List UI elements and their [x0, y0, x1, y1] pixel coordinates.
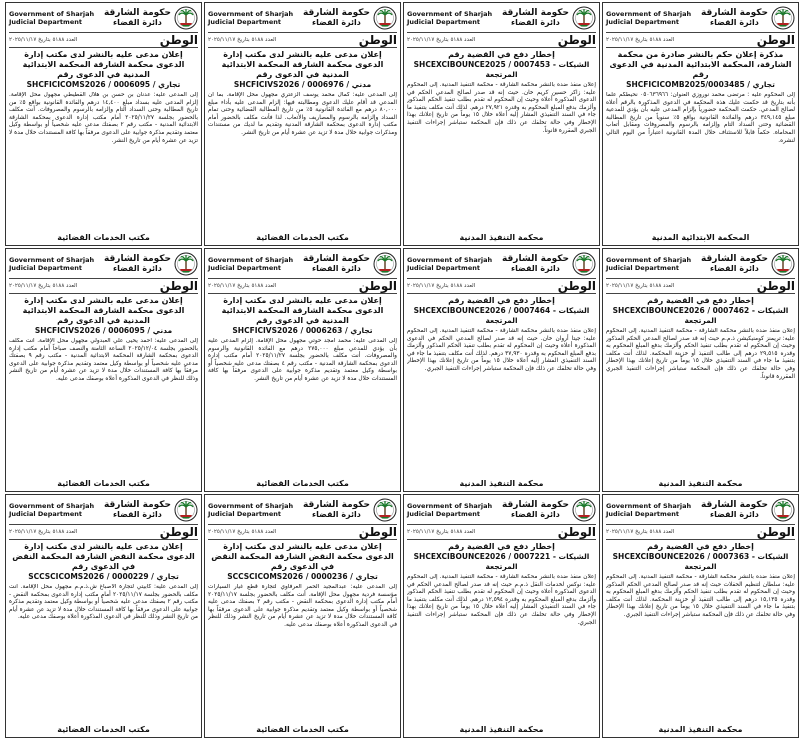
newspaper-name: الوطن [557, 32, 596, 47]
dept-en: Judicial Department [9, 264, 82, 272]
newspaper-name: الوطن [756, 278, 795, 293]
newspaper-bar [9, 278, 198, 294]
notice-body: إلى المدعى عليه: عدنان بن حسن بن هلال القطيطي مجهول محل الإقامة. إلزام المدعى عليه بسداد مبلغ ١٤,٤٠٠ درهم والفائدة القانونية بواقع ٥٪ من تاريخ المطالبة وحتى السداد التام وإلزامه بالرسوم والمصروفات. أنت مكلف بالحضور بجلسة ٢٠٢٥/١١/٢٧ أمام مكتب إدارة الدعوى بمحكمة الشارقة الابتدائية المدنية - مكتب رقم ٢ بصفتك مدعى عليه شخصياً أو بواسطة وكيل معتمد وتقديم مذكرة جوابية على الدعوى مرفقاً بها كافة المستندات خلال مدة لا تزيد عن عشرة أيام من تاريخ النشر. [9, 92, 198, 144]
dept-ar: دائرة القضاء [312, 264, 361, 273]
notice-title: إخطار دفع في القضية رقم [448, 296, 555, 305]
gov-en: Government of Sharjah [9, 502, 95, 510]
newspaper-name: الوطن [358, 32, 397, 47]
gov-en: Government of Sharjah [606, 10, 692, 18]
court-notice [403, 494, 600, 738]
header-arabic-text [303, 501, 370, 519]
issue-date: العدد ٥١٨٨ بتاريخ ٢٠٢٥/١١/١٧ [606, 37, 675, 43]
dept-en: Judicial Department [208, 18, 281, 26]
gov-en: Government of Sharjah [208, 10, 294, 18]
newspaper-name: الوطن [159, 524, 198, 539]
notice-header [208, 5, 397, 31]
sharjah-emblem-icon [174, 498, 198, 522]
dept-ar: دائرة القضاء [710, 18, 759, 27]
court-notice [5, 2, 202, 246]
notice-body: إعلان منفذ ضده بالنشر محكمة الشارقة - محكمة التنفيذ المدنية. إلى المحكوم عليه: نوكس لخدمات النقل ذ.م.م حيث إنه قد صدر لصالح المدعي الحكم في الدعوى المذكورة أعلاه وحيث إن المحكوم له تقدم بطلب تنفيذ الحكم المذكور وألزمك بدفع المبلغ المحكوم به وقدره ١٢,٥٩٤ درهم. لذلك أنت مكلف بتنفيذ ما جاء في السند التنفيذي المشار إليه أعلاه خلال ١٥ يوماً من تاريخ إعلانك بهذا الإخطار وفي حالة تخلفك عن ذلك فإن المحكمة ستباشر إجراءات التنفيذ الجبري. [407, 574, 596, 626]
notice-header [606, 497, 795, 523]
sharjah-emblem-icon [174, 252, 198, 276]
case-number: SHCEXCIBOUNCE2026 / 0007464 - الشيكات المرتجعة [413, 306, 590, 325]
notice-body: إلى المدعى عليه: كمال محمد يوسف الزعتري مجهول محل الإقامة. بما أن المدعي قد أقام عليك الدعوى ومطالبته فيها: إلزام المدعى عليه بأداء مبلغ ٨٠,٠٠٠ درهم مع الفائدة القانونية ٥٪ من تاريخ المطالبة القضائية وحتى تمام السداد وإلزامه بالرسوم والمصاريف والأتعاب. لذا فأنت مكلف بالحضور أمام مكتب إدارة الدعوى بمحكمة الشارقة المدنية وتقديم ما لديك من مستندات ومذكرات جوابية خلال مدة لا تزيد عن عشرة أيام من تاريخ النشر. [208, 92, 397, 136]
court-notice [602, 2, 799, 246]
header-arabic [104, 498, 198, 522]
notice-footer: محكمة التنفيذ المدنية [459, 233, 544, 242]
court-notice [403, 2, 600, 246]
notice-title: إخطار دفع في القضية رقم [448, 50, 555, 59]
notice-body: إعلان منفذ ضده بالنشر محكمة الشارقة - محكمة التنفيذ المدنية. إلى المحكوم عليه: جيتا أروان خان. حيث إنه قد صدر لصالح المدعي الحكم في الدعوى المذكورة أعلاه وحيث إن المحكوم له تقدم بطلب تنفيذ الحكم المذكور وألزمك بدفع المبلغ المحكوم به وقدره ٣٧,٩٣٠ درهم. لذلك أنت مكلف بتنفيذ ما جاء في السند التنفيذي المشار إليه أعلاه خلال ١٥ يوماً من تاريخ إعلانك بهذا الإخطار وفي حالة تخلفك عن ذلك فإن المحكمة ستباشر إجراءات التنفيذ الجبري. [407, 328, 596, 372]
newspaper-bar [407, 524, 596, 540]
notice-header [9, 497, 198, 523]
issue-date: العدد ٥١٨٨ بتاريخ ٢٠٢٥/١١/١٧ [208, 529, 277, 535]
notice-footer: مكتب الخدمات القضائية [57, 479, 150, 488]
newspaper-bar [407, 278, 596, 294]
header-arabic-text [502, 9, 569, 27]
issue-date: العدد ٥١٨٨ بتاريخ ٢٠٢٥/١١/١٧ [9, 283, 78, 289]
header-english [9, 502, 94, 518]
notice-footer: مكتب الخدمات القضائية [256, 479, 349, 488]
notice-title: إخطار دفع في القضية رقم [647, 542, 754, 551]
newspaper-bar [9, 32, 198, 48]
dept-ar: دائرة القضاء [710, 510, 759, 519]
dept-en: Judicial Department [9, 510, 82, 518]
header-arabic-text [502, 501, 569, 519]
notice-footer: المحكمة الابتدائية المدنية [651, 233, 750, 242]
issue-date: العدد ٥١٨٨ بتاريخ ٢٠٢٥/١١/١٧ [606, 283, 675, 289]
case-number: SHCEXCIBOUNCE2026 / 0007462 - الشيكات المرتجعة [612, 306, 789, 325]
gov-ar: حكومة الشارقة [302, 254, 370, 264]
dept-en: Judicial Department [606, 264, 679, 272]
dept-en: Judicial Department [606, 510, 679, 518]
dept-en: Judicial Department [606, 18, 679, 26]
case-number: SHCFICIVS2026 / 0006095 / مدني [34, 326, 173, 335]
newspaper-name: الوطن [756, 32, 795, 47]
gov-en: Government of Sharjah [208, 502, 294, 510]
newspaper-name: الوطن [159, 32, 198, 47]
dept-en: Judicial Department [208, 264, 281, 272]
notice-header [9, 251, 198, 277]
gov-ar: حكومة الشارقة [501, 254, 569, 264]
sharjah-emblem-icon [373, 498, 397, 522]
gov-en: Government of Sharjah [407, 10, 493, 18]
case-number: SCCSCICOMS2026 / 0000229 / تجاري [28, 572, 179, 581]
notice-header [606, 251, 795, 277]
header-english [208, 502, 293, 518]
header-english [9, 10, 94, 26]
newspaper-name: الوطن [358, 278, 397, 293]
dept-ar: دائرة القضاء [511, 264, 560, 273]
case-number: SHCFICICOMS2026 / 0006095 / تجاري [26, 80, 181, 89]
notice-footer: مكتب الخدمات القضائية [57, 233, 150, 242]
newspaper-bar [208, 524, 397, 540]
newspaper-bar [208, 32, 397, 48]
header-arabic-text [701, 255, 768, 273]
newspaper-name: الوطن [756, 524, 795, 539]
notice-footer: مكتب الخدمات القضائية [57, 725, 150, 734]
header-arabic [104, 6, 198, 30]
newspaper-bar [606, 32, 795, 48]
court-notice [403, 248, 600, 492]
gov-en: Government of Sharjah [606, 256, 692, 264]
header-arabic-text [701, 9, 768, 27]
newspaper-bar [407, 32, 596, 48]
sharjah-emblem-icon [373, 252, 397, 276]
header-arabic-text [701, 501, 768, 519]
header-arabic [502, 252, 596, 276]
header-english [407, 256, 492, 272]
header-arabic [701, 252, 795, 276]
notice-title: إخطار دفع في القضية رقم [448, 542, 555, 551]
notice-header [208, 497, 397, 523]
issue-date: العدد ٥١٨٨ بتاريخ ٢٠٢٥/١١/١٧ [9, 529, 78, 535]
header-english [208, 256, 293, 272]
header-arabic [701, 498, 795, 522]
newspaper-bar [606, 278, 795, 294]
notice-title: إعلان مدعى عليه بالنشر لدى مكتب إدارة الدعوى محكمة النقض الشارقة المحكمة النقض في الدعوى رقم [12, 542, 195, 571]
newspaper-bar [208, 278, 397, 294]
issue-date: العدد ٥١٨٨ بتاريخ ٢٠٢٥/١١/١٧ [606, 529, 675, 535]
newspaper-name: الوطن [557, 278, 596, 293]
dept-ar: دائرة القضاء [511, 18, 560, 27]
gov-ar: حكومة الشارقة [700, 254, 768, 264]
gov-ar: حكومة الشارقة [501, 8, 569, 18]
notice-body: إعلان منفذ ضده بالنشر محكمة الشارقة - محكمة التنفيذ المدنية. إلى المحكوم عليه: تريمنز كومنيكيشن ذ.م.م حيث إنه قد صدر لصالح المدعي الحكم المذكور وحيث إن المحكوم له تقدم بطلب تنفيذ الحكم وألزمك بدفع المبلغ المحكوم به وقدره ٢٩,٥١٥ درهم إلى طالب التنفيذ أو خزينة المحكمة. لذلك أنت مكلف بتنفيذ ما جاء في السند التنفيذي خلال ١٥ يوماً من تاريخ إعلانك بهذا الإخطار وفي حالة تخلفك عن ذلك فإن المحكمة ستباشر إجراءات التنفيذ الجبري المقررة قانوناً. [606, 328, 795, 380]
case-number: SHCFICICOMB2025/0003485 / تجاري [626, 80, 775, 89]
header-arabic [502, 498, 596, 522]
notice-body: إلى المدعى عليه: أحمد يحيى علي العبدولي مجهول محل الإقامة. أنت مكلف بالحضور بجلسة ٢٠٢٥/١٢/٠٤ الساعة الثامنة والنصف صباحاً أمام مكتب إدارة الدعوى بمحكمة الشارقة المحكمة الابتدائية المدنية - مكتب رقم ٩ بصفتك مدعى عليه شخصياً أو بواسطة وكيل معتمد وتقديم مذكرة جوابية على الدعوى مرفقاً بها كافة المستندات خلال مدة لا تزيد عن عشرة أيام من تاريخ النشر وذلك للنظر في الدعوى المذكورة أعلاه بوصفك مدعى عليه. [9, 338, 198, 382]
gov-ar: حكومة الشارقة [103, 254, 171, 264]
court-notice [602, 494, 799, 738]
case-number: SHCEXCIBOUNCE2026 / 0007363 - الشيكات المرتجعة [612, 552, 789, 571]
header-arabic [104, 252, 198, 276]
notice-footer: مكتب الخدمات القضائية [256, 725, 349, 734]
notice-body: إلى المحكوم عليه : مرتضى محمد نوروزي العنوان: ٠٥٠٦٣٦٩٦٦ نحيطكم علماً بأنه بتاريخ قد حكمت عليك هذه المحكمة في الدعوى المذكورة بالرقم أعلاه لصالح المدعي. حكمت المحكمة حضورياً بإلزام المدعى عليه بأن يؤدي للمدعية مبلغ ٣٤٩,١٤٥ درهم والفائدة القانونية بواقع ٥٪ سنوياً من تاريخ المطالبة القضائية وحتى السداد التام وإلزامه بالرسوم والمصروفات ومقابل أتعاب المحاماة. حكماً قابلاً للاستئناف خلال المدة القانونية اعتباراً من اليوم التالي لنشره. [606, 92, 795, 144]
issue-date: العدد ٥١٨٨ بتاريخ ٢٠٢٥/١١/١٧ [208, 37, 277, 43]
issue-date: العدد ٥١٨٨ بتاريخ ٢٠٢٥/١١/١٧ [407, 283, 476, 289]
notice-footer: محكمة التنفيذ المدنية [658, 479, 743, 488]
court-notice [5, 494, 202, 738]
header-arabic [303, 6, 397, 30]
gov-ar: حكومة الشارقة [501, 500, 569, 510]
dept-ar: دائرة القضاء [511, 510, 560, 519]
header-arabic-text [303, 255, 370, 273]
dept-ar: دائرة القضاء [312, 18, 361, 27]
notice-body: إلى المدعى عليه: عبدالمجيد الحمر العرفاوي لتجارة قطع غيار السيارات مؤسسة فردية مجهول محل الإقامة. أنت مكلف بالحضور بجلسة ٢٠٢٥/١١/١٧ أمام مكتب إدارة الدعوى بمحكمة النقض - مكتب رقم ٢ بصفتك مدعى عليه شخصياً أو بواسطة وكيل معتمد وتقديم مذكرة جوابية على الدعوى مرفقاً بها كافة المستندات خلال مدة لا تزيد عن عشرة أيام من تاريخ النشر وذلك للنظر في الدعوى المذكورة أعلاه بوصفك مدعى عليه. [208, 584, 397, 628]
issue-date: العدد ٥١٨٨ بتاريخ ٢٠٢٥/١١/١٧ [9, 37, 78, 43]
dept-ar: دائرة القضاء [113, 510, 162, 519]
notice-title: مذكرة إعلان حكم بالنشر صادرة من محكمة الشارقة، المحكمة الابتدائية المدنية في الدعوى رقم [609, 50, 792, 79]
header-arabic-text [104, 501, 171, 519]
header-english [9, 256, 94, 272]
dept-en: Judicial Department [407, 510, 480, 518]
notice-footer: محكمة التنفيذ المدنية [459, 479, 544, 488]
header-arabic [303, 252, 397, 276]
case-number: SHCEXCIBOUNCE2025 / 0007453 - الشيكات المرتجعة [413, 60, 590, 79]
sharjah-emblem-icon [572, 498, 596, 522]
court-notice [204, 248, 401, 492]
dept-ar: دائرة القضاء [113, 264, 162, 273]
notice-header [208, 251, 397, 277]
notice-body: إعلان منفذ ضده بالنشر محكمة الشارقة - محكمة التنفيذ المدنية. إلى المحكوم عليه: زاكر حسين كريم خان. حيث إنه قد صدر لصالح المدعي الحكم في الدعوى المذكورة أعلاه وحيث إن المحكوم له تقدم بطلب تنفيذ الحكم المذكور وألزمك بدفع المبلغ المحكوم به وقدره ٢٧,٩٢١ درهم. لذلك أنت مكلف بتنفيذ ما جاء في السند التنفيذي المشار إليه أعلاه خلال ١٥ يوماً من تاريخ إعلانك بهذا الإخطار وفي حالة تخلفك عن ذلك فإن المحكمة ستباشر إجراءات التنفيذ الجبري المقررة قانوناً. [407, 82, 596, 134]
case-number: SCCSCICOMS2026 / 0000236 / تجاري [227, 572, 378, 581]
issue-date: العدد ٥١٨٨ بتاريخ ٢٠٢٥/١١/١٧ [208, 283, 277, 289]
sharjah-emblem-icon [174, 6, 198, 30]
notice-header [606, 5, 795, 31]
dept-ar: دائرة القضاء [113, 18, 162, 27]
sharjah-emblem-icon [572, 6, 596, 30]
gov-en: Government of Sharjah [9, 10, 95, 18]
dept-ar: دائرة القضاء [312, 510, 361, 519]
gov-ar: حكومة الشارقة [302, 500, 370, 510]
dept-en: Judicial Department [407, 18, 480, 26]
header-arabic-text [104, 255, 171, 273]
sharjah-emblem-icon [771, 498, 795, 522]
issue-date: العدد ٥١٨٨ بتاريخ ٢٠٢٥/١١/١٧ [407, 37, 476, 43]
notice-body: إعلان منفذ ضده بالنشر محكمة الشارقة - محكمة التنفيذ المدنية. إلى المحكوم عليه: سلطان لتنظيم الحفلات حيث إنه قد صدر لصالح المدعي الحكم المذكور وحيث إن المحكوم له تقدم بطلب تنفيذ الحكم وألزمك بدفع المبلغ المحكوم به وقدره ١٥,١٣٥ درهم إلى طالب التنفيذ أو خزينة المحكمة. لذلك أنت مكلف بتنفيذ ما جاء في السند التنفيذي خلال ١٥ يوماً من تاريخ إعلانك بهذا الإخطار وفي حالة تخلفك عن ذلك فإن المحكمة ستباشر إجراءات التنفيذ الجبري. [606, 574, 795, 618]
gov-en: Government of Sharjah [407, 502, 493, 510]
header-arabic-text [104, 9, 171, 27]
notice-footer: مكتب الخدمات القضائية [256, 233, 349, 242]
header-english [208, 10, 293, 26]
case-number: SHCEXCIBOUNCE2026 / 0007221 - الشيكات المرتجعة [413, 552, 590, 571]
case-number: SHCFICIVS2026 / 0006263 / تجاري [232, 326, 373, 335]
header-arabic [502, 6, 596, 30]
case-number: SHCFICIVS2026 / 0006976 / مدني [233, 80, 372, 89]
notice-header [407, 497, 596, 523]
notice-title: إعلان مدعى عليه بالنشر لدى مكتب إدارة الدعوى محكمة الشارقة المحكمة الابتدائية المدنية في الدعوى رقم [22, 296, 185, 325]
court-notice [204, 494, 401, 738]
court-notice [204, 2, 401, 246]
dept-en: Judicial Department [208, 510, 281, 518]
sharjah-emblem-icon [572, 252, 596, 276]
dept-ar: دائرة القضاء [710, 264, 759, 273]
notice-header [407, 251, 596, 277]
header-arabic-text [303, 9, 370, 27]
notice-footer: محكمة التنفيذ المدنية [459, 725, 544, 734]
header-arabic [701, 6, 795, 30]
issue-date: العدد ٥١٨٨ بتاريخ ٢٠٢٥/١١/١٧ [407, 529, 476, 535]
gov-en: Government of Sharjah [606, 502, 692, 510]
gov-ar: حكومة الشارقة [103, 500, 171, 510]
notice-title: إعلان مدعى عليه بالنشر لدى مكتب إدارة الدعوى محكمة الشارقة المحكمة الابتدائية المدنية في الدعوى رقم [221, 50, 384, 79]
sharjah-emblem-icon [771, 252, 795, 276]
newspaper-bar [606, 524, 795, 540]
notice-footer: محكمة التنفيذ المدنية [658, 725, 743, 734]
newspaper-name: الوطن [159, 278, 198, 293]
gov-en: Government of Sharjah [9, 256, 95, 264]
gov-en: Government of Sharjah [208, 256, 294, 264]
court-notice [5, 248, 202, 492]
notice-title: إخطار دفع في القضية رقم [647, 296, 754, 305]
gov-ar: حكومة الشارقة [700, 500, 768, 510]
notice-header [407, 5, 596, 31]
header-english [606, 502, 691, 518]
dept-en: Judicial Department [407, 264, 480, 272]
header-english [606, 10, 691, 26]
newspaper-name: الوطن [358, 524, 397, 539]
court-notice [602, 248, 799, 492]
newspaper-bar [9, 524, 198, 540]
notice-title: إعلان مدعى عليه بالنشر لدى مكتب إدارة الدعوى محكمة النقض الشارقة المحكمة النقض في الدعوى رقم [211, 542, 394, 571]
header-english [407, 502, 492, 518]
notice-body: إلى المدعى عليه: محمد أمجد حوتي مجهول محل الإقامة. إلزام المدعى عليه بأن يؤدي للمدعي مبلغ ٢٧٥,٠٠٠ درهم مع الفائدة القانونية والرسوم والمصروفات. أنت مكلف بالحضور بجلسة ٢٠٢٥/١١/٢٧ أمام مكتب إدارة الدعوى بمحكمة الشارقة المدنية - مكتب رقم ٤ بصفتك مدعى عليه شخصياً أو بواسطة وكيل معتمد وتقديم مذكرة جوابية على الدعوى مرفقاً بها كافة المستندات خلال مدة لا تزيد عن عشرة أيام من تاريخ النشر. [208, 338, 397, 382]
sharjah-emblem-icon [771, 6, 795, 30]
header-english [407, 10, 492, 26]
dept-en: Judicial Department [9, 18, 82, 26]
notice-header [9, 5, 198, 31]
sharjah-emblem-icon [373, 6, 397, 30]
gov-ar: حكومة الشارقة [103, 8, 171, 18]
notice-title: إعلان مدعى عليه بالنشر لدى مكتب إدارة الدعوى محكمة الشارقة المحكمة الابتدائية المدنية في الدعوى رقم [22, 50, 185, 79]
gov-ar: حكومة الشارقة [700, 8, 768, 18]
gov-en: Government of Sharjah [407, 256, 493, 264]
header-english [606, 256, 691, 272]
header-arabic-text [502, 255, 569, 273]
newspaper-name: الوطن [557, 524, 596, 539]
gov-ar: حكومة الشارقة [302, 8, 370, 18]
header-arabic [303, 498, 397, 522]
notice-body: إلى المدعى عليه: كابيتي لتجارة الأصباغ ش.ذ.م.م مجهول محل الإقامة. أنت مكلف بالحضور بجلسة ٢٠٢٥/١١/١٧ أمام مكتب إدارة الدعوى بمحكمة النقض - مكتب رقم ٢ بصفتك مدعى عليه شخصياً أو بواسطة وكيل معتمد وتقديم مذكرة جوابية على الدعوى مرفقاً بها كافة المستندات خلال مدة لا تزيد عن عشرة أيام من تاريخ النشر وذلك للنظر في الدعوى المذكورة أعلاه بوصفك مدعى عليه. [9, 584, 198, 621]
notice-title: إعلان مدعى عليه بالنشر لدى مكتب إدارة الدعوى محكمة الشارقة المحكمة الابتدائية المدنية في الدعوى رقم [221, 296, 384, 325]
